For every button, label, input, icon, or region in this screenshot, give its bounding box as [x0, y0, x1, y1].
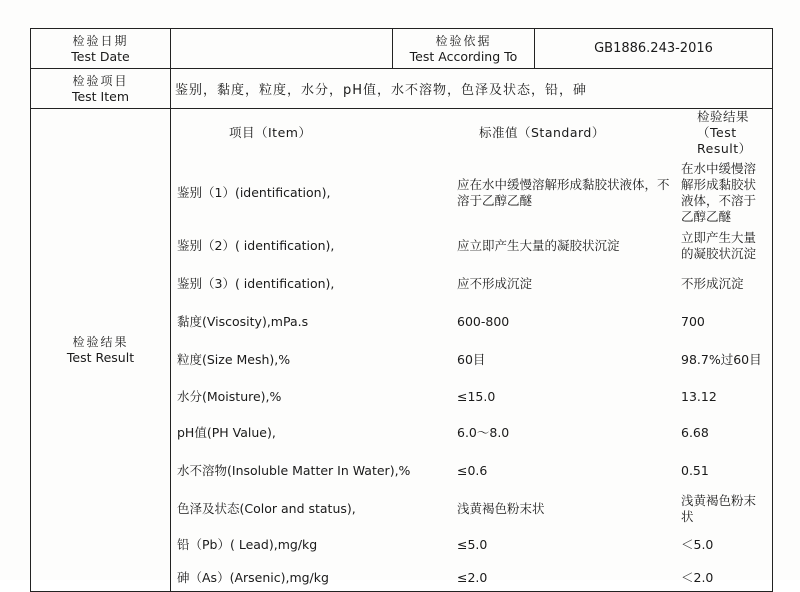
row-item: 水不溶物(Insoluble Matter In Water),%: [177, 463, 411, 478]
row-result: 在水中缓慢溶解形成黏胶状液体，不溶于乙醇乙醚: [681, 161, 757, 224]
row-standard: ≤5.0: [457, 537, 488, 552]
row-standard: 应在水中缓慢溶解形成黏胶状液体，不溶于乙醇乙醚: [457, 177, 670, 208]
test-according-label: [393, 29, 535, 69]
test-item-label-zh: 检验项目: [72, 73, 129, 88]
row-result: 0.51: [681, 463, 709, 478]
row-result: ＜5.0: [681, 537, 714, 552]
row-standard: ≤15.0: [457, 389, 496, 404]
column-standard: 标准值（Standard）: [479, 125, 605, 140]
column-item: 项目（Item）: [229, 125, 312, 140]
row-item: 鉴别（2）( identification),: [177, 238, 335, 253]
result-detail-cell: [171, 109, 773, 592]
result-detail-table: [171, 109, 772, 591]
row-standard: 浅黄褐色粉末状: [457, 501, 545, 516]
test-date-row: [31, 29, 773, 69]
result-row: [171, 225, 772, 263]
row-result: ＜2.0: [681, 570, 714, 585]
row-result: 13.12: [681, 389, 717, 404]
row-standard: ≤0.6: [457, 463, 488, 478]
result-column-header: [171, 109, 772, 157]
result-row: [171, 489, 772, 525]
row-result: 6.68: [681, 425, 709, 440]
row-item: 水分(Moisture),%: [177, 389, 282, 404]
column-result: 检验结果（Test Result）: [697, 109, 752, 156]
row-standard: 应立即产生大量的凝胶状沉淀: [457, 238, 620, 253]
test-item-label: [31, 69, 171, 109]
row-item: 鉴别（3）( identification),: [177, 276, 335, 291]
row-standard: 600-800: [457, 314, 510, 329]
row-standard: 6.0～8.0: [457, 425, 510, 440]
test-result-label: [31, 109, 171, 592]
row-item: 鉴别（1）(identification),: [177, 185, 331, 200]
according-label-en: Test According To: [409, 48, 518, 64]
result-row: [171, 413, 772, 449]
test-result-label-zh: 检验结果: [72, 335, 129, 349]
test-date-label: [31, 29, 171, 69]
row-item: 黏度(Viscosity),mPa.s: [177, 314, 309, 329]
result-row: [171, 449, 772, 489]
test-item-list: 鉴别，黏度，粒度，水分，pH值，水不溶物，色泽及状态，铅，砷: [171, 69, 773, 109]
row-item: 砷（As）(Arsenic),mg/kg: [177, 570, 329, 585]
result-row: [171, 157, 772, 225]
test-report-table: [30, 28, 773, 592]
according-label-zh: 检验依据: [435, 33, 492, 48]
row-standard: ≤2.0: [457, 570, 488, 585]
result-row: [171, 377, 772, 413]
test-date-label-zh: 检验日期: [72, 33, 129, 48]
result-row: [171, 339, 772, 377]
test-item-label-en: Test Item: [71, 88, 130, 104]
row-item: 粒度(Size Mesh),%: [177, 352, 291, 367]
row-item: pH值(PH Value),: [177, 425, 276, 440]
result-row: [171, 525, 772, 561]
test-according-value: GB1886.243-2016: [535, 29, 773, 69]
test-result-label-en: Test Result: [66, 350, 135, 365]
row-result: 98.7%过60目: [681, 352, 762, 367]
row-result: 立即产生大量的凝胶状沉淀: [681, 230, 757, 261]
row-item: 色泽及状态(Color and status),: [177, 501, 356, 516]
test-date-value: [171, 29, 393, 69]
test-item-row: [31, 69, 773, 109]
row-standard: 60目: [457, 352, 486, 367]
row-result: 700: [681, 314, 705, 329]
row-item: 铅（Pb）( Lead),mg/kg: [177, 537, 318, 552]
result-row: [171, 561, 772, 591]
row-result: 浅黄褐色粉末状: [681, 493, 757, 524]
result-row: [171, 301, 772, 339]
row-result: 不形成沉淀: [681, 276, 744, 291]
result-row: [171, 263, 772, 301]
test-date-label-en: Test Date: [71, 48, 130, 64]
test-result-row: [31, 109, 773, 592]
row-standard: 应不形成沉淀: [457, 276, 533, 291]
